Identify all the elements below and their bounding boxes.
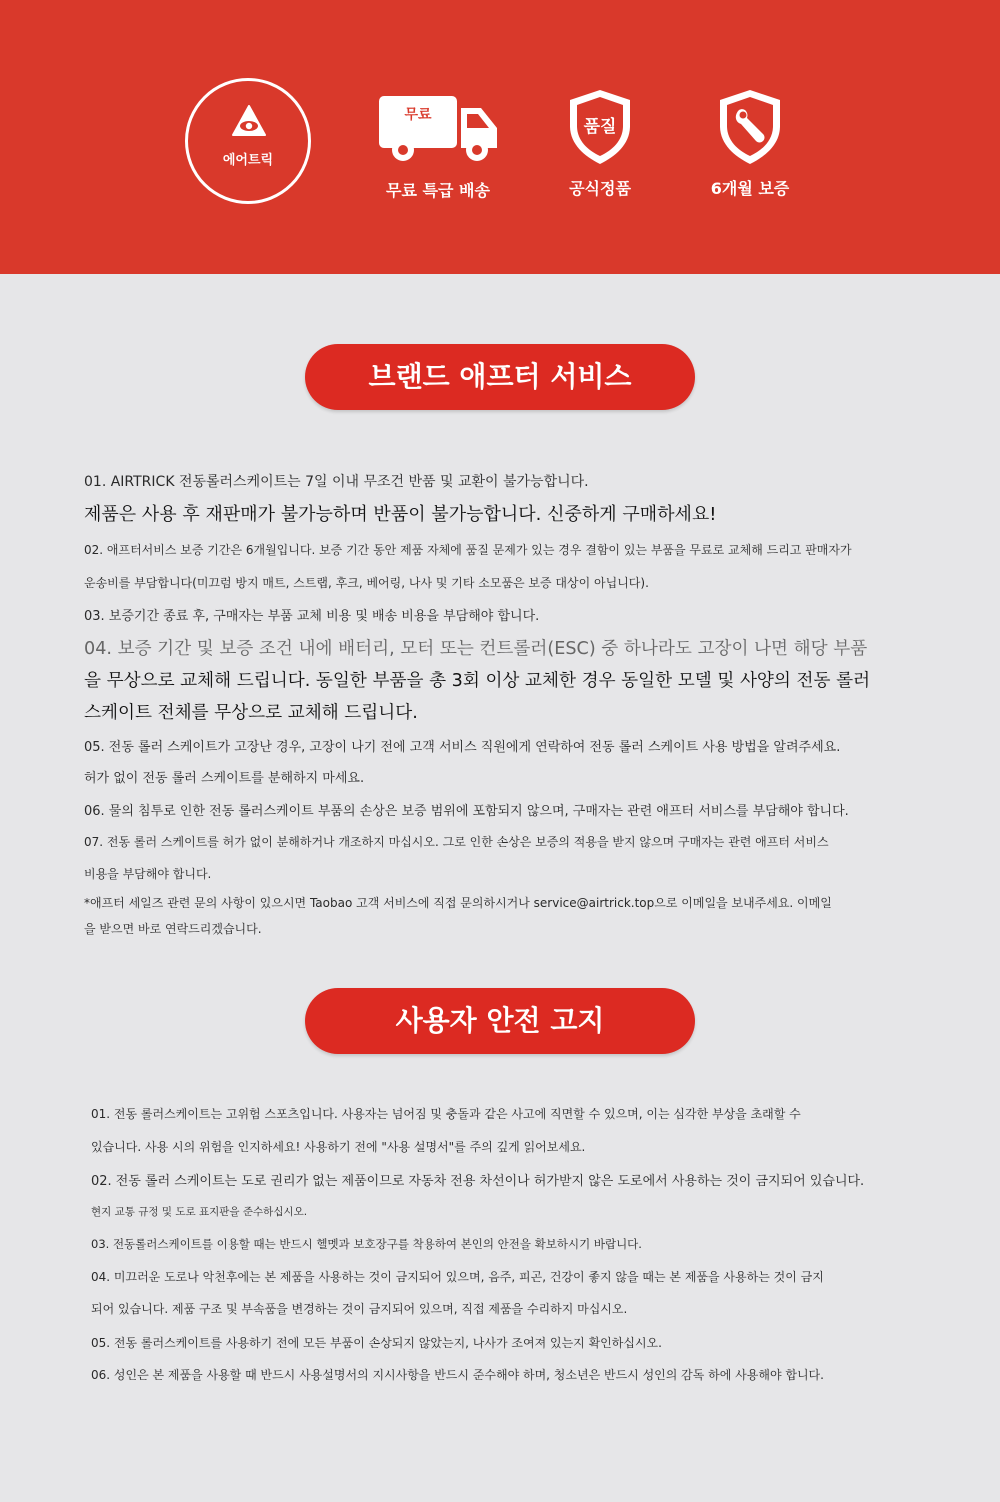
safety-line: 02. 전동 롤러 스케이트는 도로 권리가 없는 제품이므로 자동차 전용 차선이나 허가받지 않은 도로에서 사용하는 것이 금지되어 있습니다. [91, 1174, 865, 1189]
after-service-line: *애프터 세일즈 관련 문의 사항이 있으시면 Taobao 고객 서비스에 직접 문의하시거나 service@airtrick.top으로 이메일을 보내주세요. 이메일 [84, 896, 832, 910]
after-service-line: 운송비를 부담합니다(미끄럼 방지 매트, 스트랩, 후크, 베어링, 나사 및 기타 소모품은 보증 대상이 아닙니다). [84, 576, 649, 590]
delivery-truck-icon [377, 94, 501, 164]
after-service-line: 04. 보증 기간 및 보증 조건 내에 배터리, 모터 또는 컨트롤러(ESC) 중 하나라도 고장이 나면 해당 부품 [84, 639, 868, 659]
feature-free-shipping [375, 88, 501, 208]
safety-line: 04. 미끄러운 도로나 악천후에는 본 제품을 사용하는 것이 금지되어 있으며, 음주, 피곤, 건강이 좋지 않을 때는 본 제품을 사용하는 것이 금지 [91, 1270, 824, 1284]
feature-label-genuine: 공식정품 [569, 179, 631, 198]
brand-logo [185, 78, 311, 204]
eye-triangle-icon [232, 105, 266, 137]
after-service-line: 05. 전동 롤러 스케이트가 고장난 경우, 고장이 나기 전에 고객 서비스 직원에게 연락하여 전동 롤러 스케이트 사용 방법을 알려주세요. [84, 740, 841, 755]
header-banner [0, 0, 1000, 274]
after-service-line: 을 받으면 바로 연락드리겠습니다. [84, 922, 262, 936]
after-service-line: 제품은 사용 후 재판매가 불가능하며 반품이 불가능합니다. 신중하게 구매하세요! [84, 504, 717, 525]
safety-notice-title: 사용자 안전 고지 [305, 988, 695, 1054]
after-service-line: 01. AIRTRICK 전동롤러스케이트는 7일 이내 무조건 반품 및 교환이 불가능합니다. [84, 474, 589, 490]
feature-warranty [710, 88, 790, 208]
after-service-line: 을 무상으로 교체해 드립니다. 동일한 부품을 총 3회 이상 교체한 경우 동일한 모델 및 사양의 전동 롤러 [84, 671, 871, 691]
truck-badge: 무료 [404, 107, 432, 123]
feature-genuine [560, 88, 640, 208]
safety-line: 06. 성인은 본 제품을 사용할 때 반드시 사용설명서의 지시사항을 반드시 준수해야 하며, 청소년은 반드시 성인의 감독 하에 사용해야 합니다. [91, 1368, 824, 1382]
after-service-line: 허가 없이 전동 롤러 스케이트를 분해하지 마세요. [84, 771, 365, 786]
safety-line: 01. 전동 롤러스케이트는 고위험 스포츠입니다. 사용자는 넘어짐 및 충돌과 같은 사고에 직면할 수 있으며, 이는 심각한 부상을 초래할 수 [91, 1107, 801, 1121]
safety-line: 05. 전동 롤러스케이트를 사용하기 전에 모든 부품이 손상되지 않았는지, 나사가 조여져 있는지 확인하십시오. [91, 1336, 662, 1350]
after-service-line: 06. 물의 침투로 인한 전동 롤러스케이트 부품의 손상은 보증 범위에 포함되지 않으며, 구매자는 관련 애프터 서비스를 부담해야 합니다. [84, 804, 849, 819]
after-service-title: 브랜드 애프터 서비스 [305, 344, 695, 410]
shield-badge: 품질 [583, 117, 617, 137]
after-service-line: 03. 보증기간 종료 후, 구매자는 부품 교체 비용 및 배송 비용을 부담해야 합니다. [84, 609, 540, 624]
safety-line: 되어 있습니다. 제품 구조 및 부속품을 변경하는 것이 금지되어 있으며, 직접 제품을 수리하지 마십시오. [91, 1302, 628, 1316]
quality-shield-icon [566, 88, 634, 166]
after-service-line: 07. 전동 롤러 스케이트를 허가 없이 분해하거나 개조하지 마십시오. 그로 인한 손상은 보증의 적용을 받지 않으며 구매자는 관련 애프터 서비스 [84, 835, 829, 849]
safety-line: 있습니다. 사용 시의 위험을 인지하세요! 사용하기 전에 "사용 설명서"를 주의 깊게 읽어보세요. [91, 1140, 586, 1154]
wrench-shield-icon [716, 88, 784, 166]
after-service-line: 02. 애프터서비스 보증 기간은 6개월입니다. 보증 기간 동안 제품 자체에 품질 문제가 있는 경우 결함이 있는 부품을 무료로 교체해 드리고 판매자가 [84, 543, 852, 557]
after-service-line: 스케이트 전체를 무상으로 교체해 드립니다. [84, 703, 418, 723]
feature-label-shipping: 무료 특급 배송 [386, 181, 490, 200]
feature-label-warranty: 6개월 보증 [710, 179, 790, 198]
brand-name: 에어트릭 [222, 153, 274, 168]
safety-line: 현지 교통 규정 및 도로 표지판을 준수하십시오. [91, 1206, 308, 1218]
safety-line: 03. 전동롤러스케이트를 이용할 때는 반드시 헬멧과 보호장구를 착용하여 본인의 안전을 확보하시기 바랍니다. [91, 1237, 642, 1251]
after-service-line: 비용을 부담해야 합니다. [84, 867, 212, 881]
